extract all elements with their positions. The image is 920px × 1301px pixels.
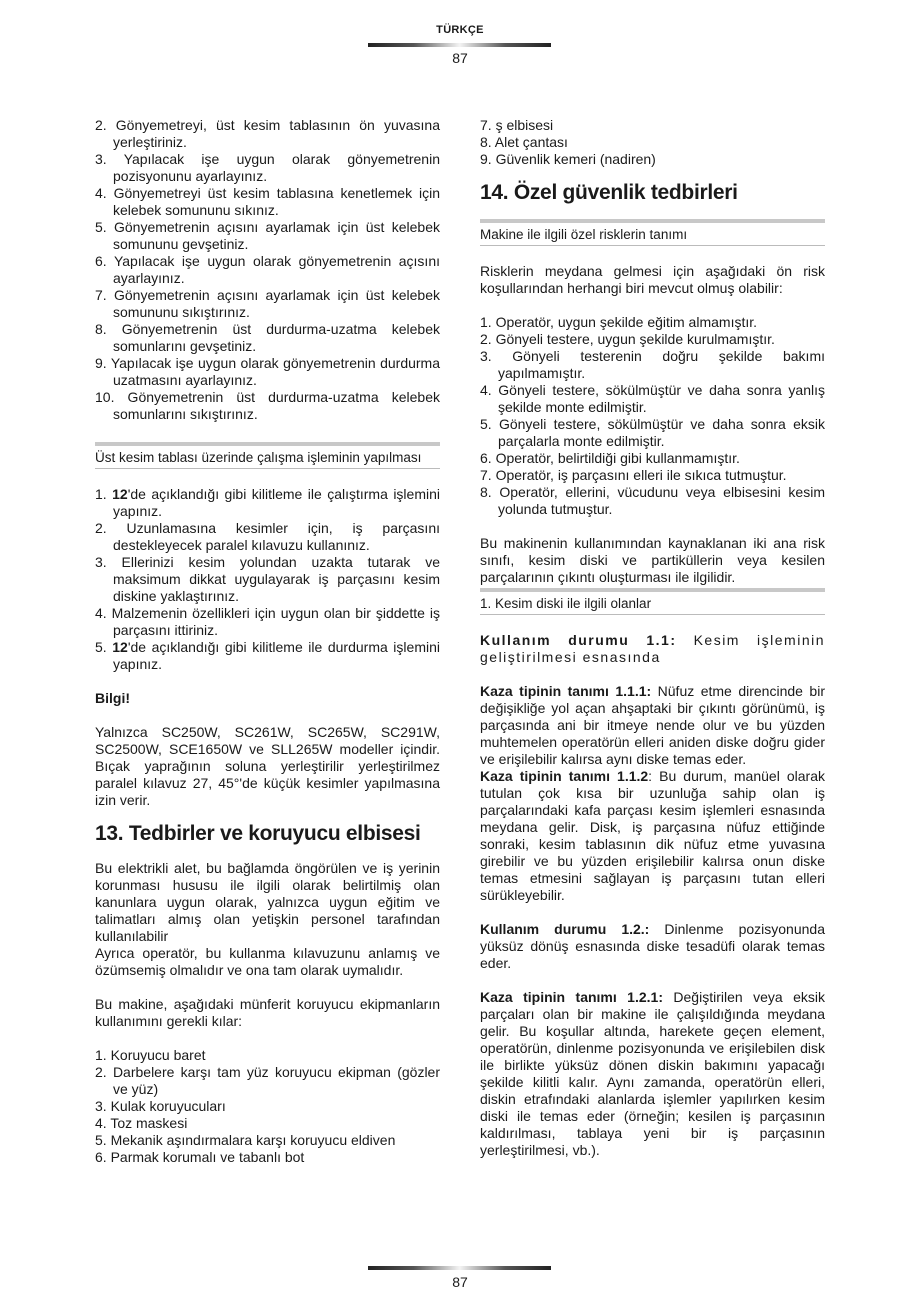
text: 5. Gönyemetrenin açısını ayarlamak için üst kelebek somununu gevşetiniz. (95, 219, 440, 252)
text: 4. Toz maskesi (95, 1115, 188, 1131)
text: 2. Gönyeli testere, uygun şekilde kurulmamıştır. (480, 331, 775, 347)
text: 4. Gönyemetreyi üst kesim tablasına kenetlemek için kelebek somununu sıkınız. (95, 185, 440, 218)
list-item (480, 134, 825, 151)
paragraph (480, 535, 825, 586)
paragraph (95, 996, 440, 1030)
list-item (95, 151, 440, 185)
text: 10. Gönyemetrenin üst durdurma-uzatma kelebek somunlarını sıkıştırınız. (95, 389, 440, 422)
right-column (480, 117, 825, 1159)
text: 7. Gönyemetrenin açısını ayarlamak için üst kelebek somununu sıkıştırınız. (95, 287, 440, 320)
list-item (480, 484, 825, 518)
list-item (95, 1132, 440, 1149)
page-header-language: TÜRKÇE (436, 24, 484, 36)
paragraph (480, 683, 825, 768)
list-item (95, 1064, 440, 1098)
paragraph (480, 921, 825, 972)
paragraph (95, 690, 440, 707)
list-number: 5. (95, 639, 113, 655)
paragraph (95, 724, 440, 809)
bold-label: Kaza tipinin tanımı 1.1.2 (480, 768, 649, 784)
spacer (95, 423, 440, 440)
list-item (95, 520, 440, 554)
text: 1. Kesim diski ile ilgili olanlar (480, 596, 652, 611)
spacer (480, 972, 825, 989)
text: 3. Gönyeli testerenin doğru şekilde bakımı yapılmamıştır. (480, 348, 825, 381)
text: Bu elektrikli alet, bu bağlamda öngörülen ve iş yerinin korunması hususu ile ilgili olarak belirtilmiş olan kanunlara uygun olarak, yalnızca uygun eğitim ve talimatları almış olan yetişkin personel tarafından kullanılabilir (95, 860, 440, 944)
paragraph (480, 768, 825, 904)
text: Nüfuz etme direncinde bir değişikliğe yol açan ahşaptaki bir çıkıntı görünümü, iş parçasında ani bir itmeye nende olur ve bu yüzden muhtemelen operatörün elleri aniden diske doğru gider ve erişilebilir kalırsa aynı diske temas eder. (480, 683, 825, 767)
bold-label: Kullanım durumu 1.1: (480, 632, 677, 648)
header-divider (368, 43, 551, 47)
text: 8. Gönyemetrenin üst durdurma-uzatma kelebek somunlarını gevşetiniz. (95, 321, 440, 354)
text: 6. Parmak korumalı ve tabanlı bot (95, 1149, 305, 1165)
list-item (480, 382, 825, 416)
paragraph (480, 989, 825, 1159)
bold-label: 12 (112, 639, 128, 655)
spacer (480, 615, 825, 632)
text: 2. Uzunlamasına kesimler için, iş parçasını destekleyecek paralel kılavuzu kullanınız. (95, 520, 440, 553)
text: 9. Güvenlik kemeri (nadiren) (480, 151, 656, 167)
list-item (95, 1098, 440, 1115)
text: 2. Darbelere karşı tam yüz koruyucu ekipman (gözler ve yüz) (95, 1064, 440, 1097)
spacer (480, 904, 825, 921)
bold-label: 12 (112, 486, 128, 502)
text: 6. Operatör, belirtildiği gibi kullanmamıştır. (480, 450, 740, 466)
list-item (480, 450, 825, 467)
text: Makine ile ilgili özel risklerin tanımı (480, 227, 688, 242)
spacer (95, 673, 440, 690)
list-item (95, 321, 440, 355)
text: 5. Gönyeli testere, sökülmüştür ve daha sonra eksik parçalarla monte edilmiştir. (480, 416, 825, 449)
list-item (95, 605, 440, 639)
text: 5. Mekanik aşındırmalara karşı koruyucu eldiven (95, 1132, 396, 1148)
text: 7. Operatör, iş parçasını elleri ile sıkıca tutmuştur. (480, 467, 787, 483)
text: 8. Operatör, ellerini, vücudunu veya elbisesini kesim yolunda tutmuştur. (480, 484, 825, 517)
text: 1. Koruyucu baret (95, 1047, 206, 1063)
list-item (480, 151, 825, 168)
list-item (95, 185, 440, 219)
spacer (95, 707, 440, 724)
text: 6. Yapılacak işe uygun olarak gönyemetrenin açısını ayarlayınız. (95, 253, 440, 286)
subsection-title (480, 588, 825, 615)
text: : Bu durum, manüel olarak tutulan çok kısa bir uzunluğa sahip olan iş parçalarındaki kafa parçası kesim işlemleri esnasında meydana gelir. Disk, iş parçasına nüfuz ettiğinde sonraki, kesim tablasının dik nüfuz etme yuvasına girebilir ve bu yüzden erişilebilir kalırsa onun diske temas etmesini sağlayan iş parçasını tutan elleri sürükleyebilir. (480, 768, 825, 903)
list-item (480, 314, 825, 331)
list-item (95, 389, 440, 423)
list-item (480, 348, 825, 382)
list-number: 1. (95, 486, 113, 502)
paragraph (95, 945, 440, 979)
list-item (480, 331, 825, 348)
spacer (480, 518, 825, 535)
list-item (95, 287, 440, 321)
text: 4. Malzemenin özellikleri için uygun olan bir şiddette iş parçasını ittiriniz. (95, 605, 440, 638)
spacer (95, 469, 440, 486)
text: 4. Gönyeli testere, sökülmüştür ve daha sonra yanlış şekilde monte edilmiştir. (480, 382, 825, 415)
text: Dinlenme pozisyonunda yüksüz dönüş esnasında diske tesadüfi olarak temas eder. (480, 921, 825, 971)
text: Bu makinenin kullanımından kaynaklanan iki ana risk sınıfı, kesim diski ve partiküllerin veya kesilen parçalarının çıkıntı oluşturması ile ilgilidir. (480, 535, 825, 585)
text: 'de açıklandığı gibi kilitleme ile çalıştırma işlemini yapınız. (113, 486, 440, 519)
text: Risklerin meydana gelmesi için aşağıdaki ön risk koşullarından herhangi biri mevcut olmuş olabilir: (480, 263, 825, 296)
spacer (95, 979, 440, 996)
text: 13. Tedbirler ve koruyucu elbisesi (95, 822, 421, 845)
text: 2. Gönyemetreyi, üst kesim tablasının ön yuvasına yerleştiriniz. (95, 117, 440, 150)
spacer (480, 246, 825, 263)
list-item (480, 467, 825, 484)
text: Bu makine, aşağıdaki münferit koruyucu ekipmanların kullanımını gerekli kılar: (95, 996, 440, 1029)
list-item (95, 117, 440, 151)
section-heading (480, 180, 825, 206)
text: 7. ş elbisesi (480, 117, 554, 133)
list-item (95, 219, 440, 253)
spacer (480, 666, 825, 683)
spacer (480, 297, 825, 314)
subsection-title (95, 442, 440, 469)
text: Değiştirilen veya eksik parçaları olan bir makine ile çalışıldığında meydana gelir. Bu koşullar altında, harekete geçen element, operatörün, dinlenme pozisyonunda ve erişilebilen disk ile birlikte yüksüz dönen diskin bakımını yapacağı şekilde kilitli kalır. Aynı zamanda, operatörün elleri, diskin etrafındaki alanlarda işlemler yapılırken kesim diski ile temas eder (örneğin; kesilen iş parçasının kaldırılması, tablaya yeni bir iş parçasının yerleştirilmesi, vb.). (480, 989, 825, 1158)
list-item (480, 416, 825, 450)
footer-divider (368, 1266, 551, 1270)
text: 9. Yapılacak işe uygun olarak gönyemetrenin durdurma uzatmasını ayarlayınız. (95, 355, 440, 388)
list-item (95, 1149, 440, 1166)
header-page-number: 87 (452, 50, 468, 66)
text: Ayrıca operatör, bu kullanma kılavuzunu anlamış ve özümsemiş olmalıdır ve ona tam olarak uymalıdır. (95, 945, 440, 978)
left-column (95, 117, 440, 1166)
list-item (95, 253, 440, 287)
list-item (95, 486, 440, 520)
list-item (95, 355, 440, 389)
subsection-title (480, 219, 825, 246)
paragraph (480, 632, 825, 666)
text: Yalnızca SC250W, SC261W, SC265W, SC291W, SC2500W, SCE1650W ve SLL265W modeller içindir. Bıçak yaprağının soluna yerleştirilir yerleştirilmez paralel kılavuz 27, 45°'de küçük kesimler yapılmasına izin verir. (95, 724, 440, 808)
section-heading (95, 821, 440, 847)
bold-label: Bilgi! (95, 690, 130, 706)
text: 3. Kulak koruyucuları (95, 1098, 226, 1114)
list-item (95, 554, 440, 605)
text: 14. Özel güvenlik tedbirleri (480, 181, 738, 204)
paragraph (95, 860, 440, 945)
text: Kesim işleminin geliştirilmesi esnasında (480, 632, 826, 665)
text: 1. Operatör, uygun şekilde eğitim almamıştır. (480, 314, 758, 330)
bold-label: Kullanım durumu 1.2.: (480, 921, 650, 937)
text: 'de açıklandığı gibi kilitleme ile durdurma işlemini yapınız. (113, 639, 440, 672)
paragraph (480, 263, 825, 297)
footer-page-number: 87 (452, 1274, 468, 1290)
list-item (95, 1047, 440, 1064)
bold-label: Kaza tipinin tanımı 1.2.1: (480, 989, 663, 1005)
text: 3. Yapılacak işe uygun olarak gönyemetrenin pozisyonunu ayarlayınız. (95, 151, 440, 184)
text: 8. Alet çantası (480, 134, 568, 150)
text: 3. Ellerinizi kesim yolundan uzakta tutarak ve maksimum dikkat uygulayarak iş parçasını kesim diskine yaklaştırınız. (95, 554, 440, 604)
spacer (95, 1030, 440, 1047)
list-item (95, 639, 440, 673)
list-item (480, 117, 825, 134)
list-item (95, 1115, 440, 1132)
text: Üst kesim tablası üzerinde çalışma işleminin yapılması (95, 450, 422, 465)
bold-label: Kaza tipinin tanımı 1.1.1: (480, 683, 652, 699)
